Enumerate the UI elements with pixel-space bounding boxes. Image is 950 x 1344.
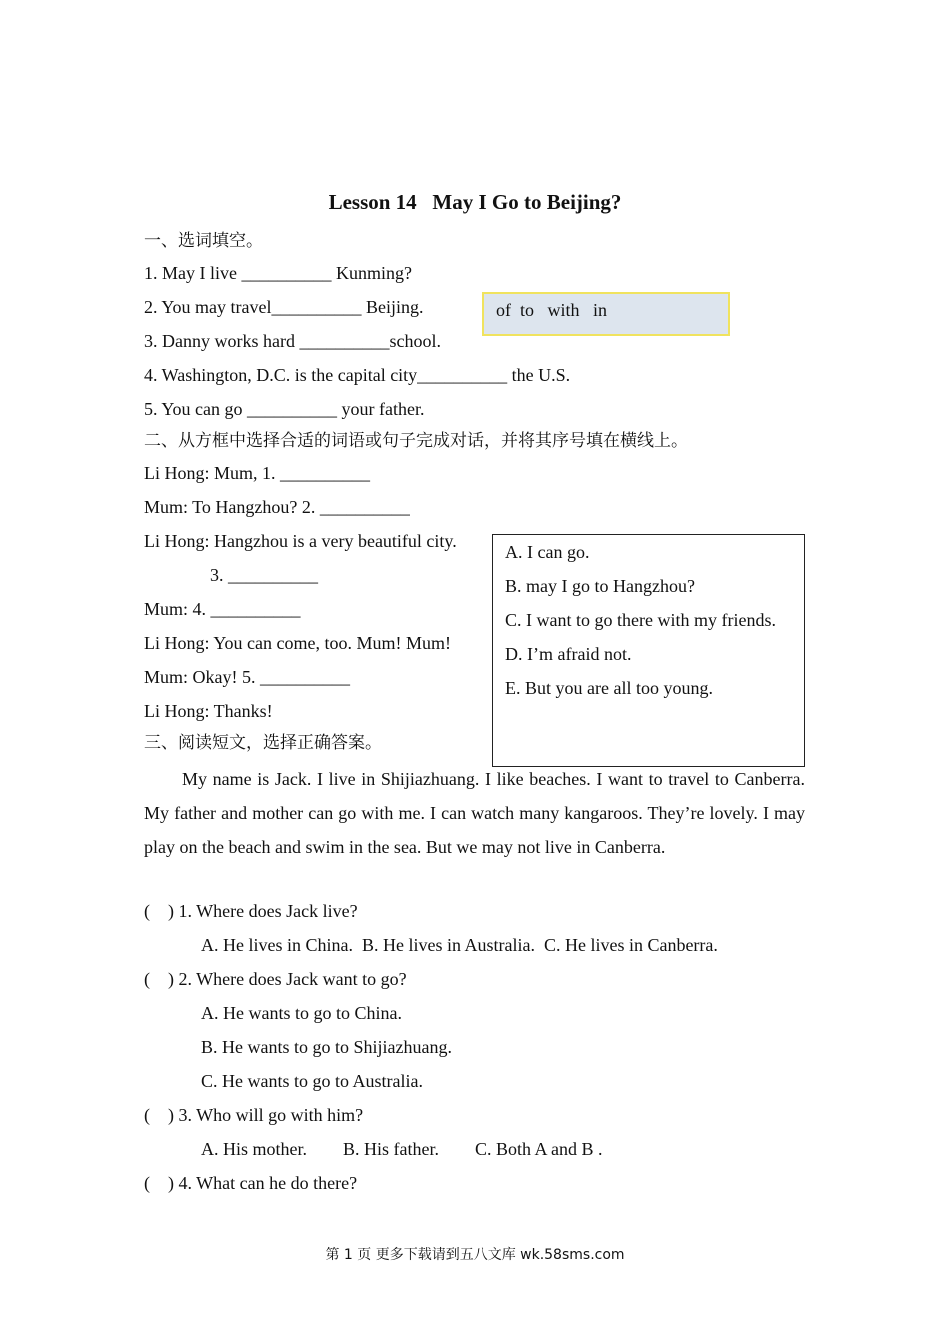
dialogue-line-1: Li Hong: Mum, 1. __________ — [144, 463, 371, 483]
reading-passage: My name is Jack. I live in Shijiazhuang. I like beaches. I want to travel to Canberra. My father and mother can go with me. I can watch many kangaroos. They’re lovely. I may play on the beach and swim in the sea. But we may not live in Canberra. — [144, 769, 805, 857]
option-a: A. I can go. — [505, 542, 590, 562]
reading-question-3: ( ) 3. Who will go with him? — [144, 1105, 364, 1125]
dialogue-line-3: Li Hong: Hangzhou is a very beautiful city. — [144, 531, 457, 551]
sec1-question-5: 5. You can go __________ your father. — [144, 399, 425, 419]
sec1-question-3: 3. Danny works hard __________school. — [144, 331, 441, 351]
reading-question-2-option-b: B. He wants to go to Shijiazhuang. — [201, 1037, 452, 1057]
option-c: C. I want to go there with my friends. — [505, 610, 776, 630]
dialogue-line-6: Li Hong: You can come, too. Mum! Mum! — [144, 633, 451, 653]
dialogue-line-7: Mum: Okay! 5. __________ — [144, 667, 350, 687]
page-footer: 第 1 页 更多下载请到五八文库 wk.58sms.com — [325, 1247, 625, 1263]
sec1-question-1: 1. May I live __________ Kunming? — [144, 263, 412, 283]
reading-question-2-option-a: A. He wants to go to China. — [201, 1003, 402, 1023]
reading-question-2: ( ) 2. Where does Jack want to go? — [144, 969, 407, 989]
word-choice-box: of to with in — [482, 292, 730, 336]
dialogue-line-2: Mum: To Hangzhou? 2. __________ — [144, 497, 410, 517]
section-2-heading: 二、从方框中选择合适的词语或句子完成对话，并将其序号填在横线上。 — [144, 431, 688, 451]
reading-question-4: ( ) 4. What can he do there? — [144, 1173, 358, 1193]
sec1-question-4: 4. Washington, D.C. is the capital city__________ the U.S. — [144, 365, 571, 385]
option-b: B. may I go to Hangzhou? — [505, 576, 695, 596]
reading-question-1: ( ) 1. Where does Jack live? — [144, 901, 358, 921]
dialogue-line-8: Li Hong: Thanks! — [144, 701, 273, 721]
reading-question-1-options: A. He lives in China. B. He lives in Australia. C. He lives in Canberra. — [201, 935, 718, 955]
section-3-heading: 三、阅读短文，选择正确答案。 — [144, 733, 382, 753]
option-e: E. But you are all too young. — [505, 678, 713, 698]
lesson-title: Lesson 14 May I Go to Beijing? — [328, 190, 622, 214]
sec1-question-2: 2. You may travel__________ Beijing. — [144, 297, 424, 317]
dialogue-line-5: Mum: 4. __________ — [144, 599, 301, 619]
dialogue-option-box — [492, 534, 805, 767]
option-d: D. I’m afraid not. — [505, 644, 632, 664]
reading-question-3-options: A. His mother. B. His father. C. Both A and B . — [201, 1139, 603, 1159]
section-1-heading: 一、选词填空。 — [144, 231, 263, 251]
dialogue-line-4: 3. __________ — [210, 565, 318, 585]
reading-question-2-option-c: C. He wants to go to Australia. — [201, 1071, 423, 1091]
